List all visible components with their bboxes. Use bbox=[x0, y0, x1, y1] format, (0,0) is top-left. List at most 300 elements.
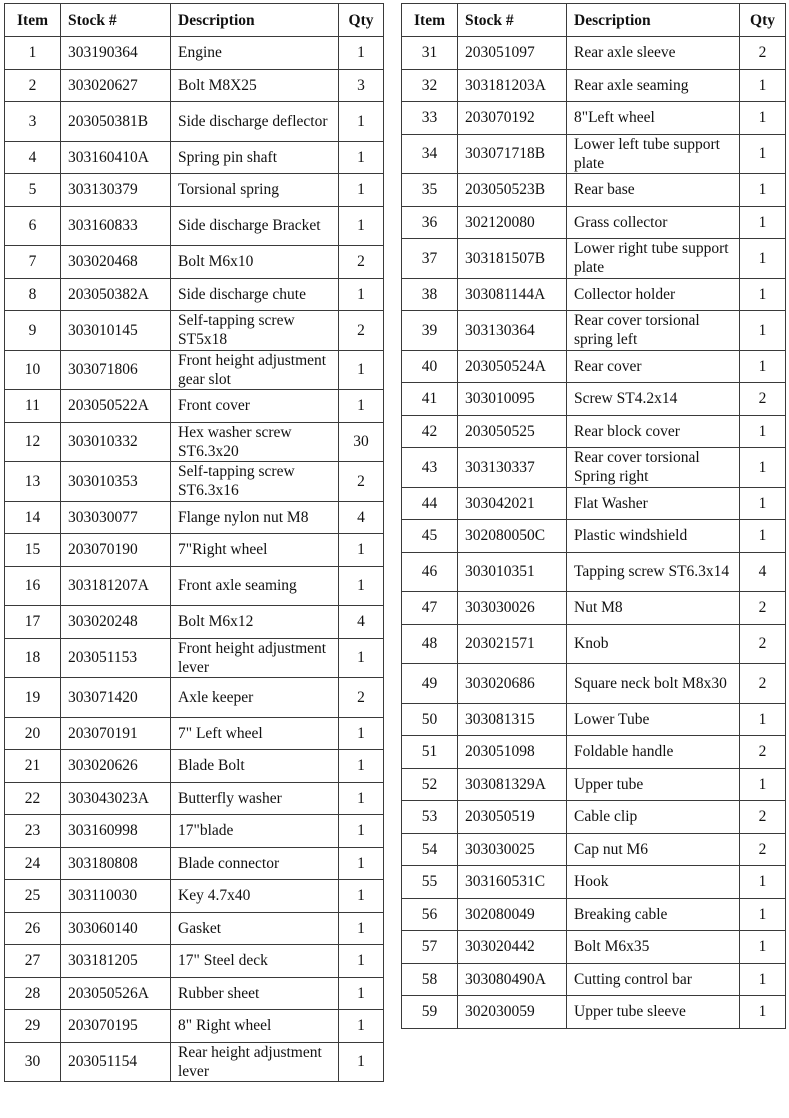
cell-stock: 303130337 bbox=[458, 448, 567, 488]
table-row bbox=[5, 847, 384, 880]
parts-table-right bbox=[401, 3, 786, 1029]
cell-item: 11 bbox=[5, 390, 61, 423]
cell-item: 27 bbox=[5, 945, 61, 978]
cell-qty: 1 bbox=[339, 174, 384, 207]
cell-item: 6 bbox=[5, 206, 61, 246]
cell-item: 51 bbox=[402, 736, 458, 769]
cell-qty: 4 bbox=[339, 501, 384, 534]
cell-description: Hook bbox=[567, 866, 740, 899]
cell-item: 39 bbox=[402, 311, 458, 351]
cell-stock: 303160998 bbox=[61, 815, 171, 848]
cell-stock: 203050382A bbox=[61, 278, 171, 311]
cell-stock: 203070190 bbox=[61, 534, 171, 567]
cell-stock: 303030025 bbox=[458, 833, 567, 866]
cell-item: 54 bbox=[402, 833, 458, 866]
cell-item: 17 bbox=[5, 606, 61, 639]
cell-stock: 303181203A bbox=[458, 69, 567, 102]
table-row bbox=[402, 37, 786, 70]
cell-item: 20 bbox=[5, 717, 61, 750]
table-row bbox=[5, 534, 384, 567]
cell-description: Engine bbox=[171, 37, 339, 70]
cell-stock: 302080050C bbox=[458, 520, 567, 553]
cell-stock: 203070195 bbox=[61, 1010, 171, 1043]
cell-item: 21 bbox=[5, 750, 61, 783]
cell-description: Front height adjustment lever bbox=[171, 638, 339, 678]
cell-description: 17" Steel deck bbox=[171, 945, 339, 978]
cell-item: 38 bbox=[402, 278, 458, 311]
cell-qty: 1 bbox=[339, 815, 384, 848]
table-row bbox=[5, 390, 384, 423]
cell-qty: 1 bbox=[339, 717, 384, 750]
table-row bbox=[402, 278, 786, 311]
cell-stock: 303020626 bbox=[61, 750, 171, 783]
cell-qty: 1 bbox=[740, 768, 786, 801]
cell-stock: 303181207A bbox=[61, 566, 171, 606]
cell-stock: 303071420 bbox=[61, 678, 171, 718]
cell-stock: 203050524A bbox=[458, 350, 567, 383]
cell-stock: 303020442 bbox=[458, 931, 567, 964]
table-row bbox=[5, 462, 384, 502]
cell-description: Side discharge deflector bbox=[171, 102, 339, 142]
cell-description: Upper tube sleeve bbox=[567, 996, 740, 1029]
cell-item: 24 bbox=[5, 847, 61, 880]
cell-description: Side discharge chute bbox=[171, 278, 339, 311]
cell-stock: 303160531C bbox=[458, 866, 567, 899]
table-row bbox=[402, 931, 786, 964]
cell-item: 28 bbox=[5, 977, 61, 1010]
cell-stock: 303020686 bbox=[458, 664, 567, 704]
cell-qty: 2 bbox=[740, 736, 786, 769]
cell-stock: 203070191 bbox=[61, 717, 171, 750]
table-row bbox=[402, 898, 786, 931]
cell-qty: 2 bbox=[740, 664, 786, 704]
cell-item: 44 bbox=[402, 487, 458, 520]
table-row bbox=[5, 69, 384, 102]
cell-description: Rear cover torsional Spring right bbox=[567, 448, 740, 488]
cell-qty: 1 bbox=[740, 415, 786, 448]
cell-item: 15 bbox=[5, 534, 61, 567]
cell-stock: 203021571 bbox=[458, 624, 567, 664]
table-row bbox=[5, 1010, 384, 1043]
cell-description: Rear base bbox=[567, 174, 740, 207]
table-row bbox=[402, 833, 786, 866]
cell-stock: 303020468 bbox=[61, 246, 171, 279]
cell-item: 37 bbox=[402, 239, 458, 279]
header-stock: Stock # bbox=[61, 4, 171, 37]
cell-stock: 303030077 bbox=[61, 501, 171, 534]
cell-item: 48 bbox=[402, 624, 458, 664]
cell-description: Knob bbox=[567, 624, 740, 664]
table-row bbox=[402, 664, 786, 704]
cell-qty: 1 bbox=[339, 206, 384, 246]
cell-stock: 203050519 bbox=[458, 801, 567, 834]
cell-item: 46 bbox=[402, 552, 458, 592]
header-stock: Stock # bbox=[458, 4, 567, 37]
cell-item: 31 bbox=[402, 37, 458, 70]
cell-item: 23 bbox=[5, 815, 61, 848]
table-row bbox=[5, 102, 384, 142]
header-row bbox=[402, 4, 786, 37]
table-row bbox=[402, 624, 786, 664]
cell-qty: 2 bbox=[740, 801, 786, 834]
table-row bbox=[402, 415, 786, 448]
cell-qty: 1 bbox=[740, 963, 786, 996]
cell-stock: 303010145 bbox=[61, 311, 171, 351]
cell-qty: 2 bbox=[740, 833, 786, 866]
cell-qty: 1 bbox=[339, 638, 384, 678]
cell-qty: 2 bbox=[339, 462, 384, 502]
cell-description: Bolt M6x12 bbox=[171, 606, 339, 639]
cell-item: 7 bbox=[5, 246, 61, 279]
cell-stock: 303042021 bbox=[458, 487, 567, 520]
cell-qty: 1 bbox=[740, 102, 786, 135]
cell-stock: 303190364 bbox=[61, 37, 171, 70]
table-row bbox=[5, 750, 384, 783]
cell-stock: 303010332 bbox=[61, 422, 171, 462]
cell-stock: 203050523B bbox=[458, 174, 567, 207]
cell-qty: 1 bbox=[339, 566, 384, 606]
table-row bbox=[402, 768, 786, 801]
cell-qty: 1 bbox=[339, 945, 384, 978]
cell-description: Self-tapping screw ST6.3x16 bbox=[171, 462, 339, 502]
cell-stock: 303071806 bbox=[61, 350, 171, 390]
table-row bbox=[402, 311, 786, 351]
parts-table-left bbox=[4, 3, 384, 1082]
table-row bbox=[5, 638, 384, 678]
cell-description: Cable clip bbox=[567, 801, 740, 834]
cell-stock: 303160833 bbox=[61, 206, 171, 246]
cell-description: Self-tapping screw ST5x18 bbox=[171, 311, 339, 351]
cell-qty: 1 bbox=[740, 703, 786, 736]
cell-item: 10 bbox=[5, 350, 61, 390]
table-row bbox=[402, 487, 786, 520]
cell-description: Front axle seaming bbox=[171, 566, 339, 606]
cell-item: 19 bbox=[5, 678, 61, 718]
cell-qty: 1 bbox=[339, 880, 384, 913]
cell-qty: 2 bbox=[740, 383, 786, 416]
table-row bbox=[402, 866, 786, 899]
cell-description: Gasket bbox=[171, 912, 339, 945]
cell-description: Plastic windshield bbox=[567, 520, 740, 553]
cell-qty: 30 bbox=[339, 422, 384, 462]
cell-qty: 1 bbox=[339, 912, 384, 945]
cell-description: Front cover bbox=[171, 390, 339, 423]
table-row bbox=[5, 246, 384, 279]
cell-item: 42 bbox=[402, 415, 458, 448]
cell-description: 7" Left wheel bbox=[171, 717, 339, 750]
cell-stock: 303060140 bbox=[61, 912, 171, 945]
cell-qty: 4 bbox=[740, 552, 786, 592]
cell-qty: 1 bbox=[339, 278, 384, 311]
table-row bbox=[5, 350, 384, 390]
cell-item: 26 bbox=[5, 912, 61, 945]
cell-stock: 203051154 bbox=[61, 1042, 171, 1082]
cell-qty: 1 bbox=[740, 69, 786, 102]
cell-stock: 303081144A bbox=[458, 278, 567, 311]
cell-description: Spring pin shaft bbox=[171, 141, 339, 174]
cell-qty: 1 bbox=[740, 174, 786, 207]
cell-item: 12 bbox=[5, 422, 61, 462]
header-row bbox=[5, 4, 384, 37]
table-row bbox=[5, 1042, 384, 1082]
table-row bbox=[5, 977, 384, 1010]
cell-description: 7"Right wheel bbox=[171, 534, 339, 567]
cell-stock: 303020248 bbox=[61, 606, 171, 639]
cell-item: 32 bbox=[402, 69, 458, 102]
cell-description: Torsional spring bbox=[171, 174, 339, 207]
table-row bbox=[5, 945, 384, 978]
cell-qty: 1 bbox=[339, 534, 384, 567]
table-row bbox=[402, 963, 786, 996]
cell-qty: 1 bbox=[339, 141, 384, 174]
table-row bbox=[5, 141, 384, 174]
cell-stock: 303130364 bbox=[458, 311, 567, 351]
cell-stock: 303030026 bbox=[458, 592, 567, 625]
cell-description: Axle keeper bbox=[171, 678, 339, 718]
cell-stock: 203050381B bbox=[61, 102, 171, 142]
cell-description: Lower Tube bbox=[567, 703, 740, 736]
cell-stock: 303043023A bbox=[61, 782, 171, 815]
header-item: Item bbox=[5, 4, 61, 37]
header-description: Description bbox=[171, 4, 339, 37]
table-row bbox=[402, 239, 786, 279]
cell-description: Rear height adjustment lever bbox=[171, 1042, 339, 1082]
header-description: Description bbox=[567, 4, 740, 37]
cell-stock: 303160410A bbox=[61, 141, 171, 174]
cell-stock: 303081329A bbox=[458, 768, 567, 801]
cell-stock: 303010353 bbox=[61, 462, 171, 502]
cell-description: Key 4.7x40 bbox=[171, 880, 339, 913]
table-row bbox=[402, 996, 786, 1029]
table-row bbox=[5, 174, 384, 207]
cell-description: Front height adjustment gear slot bbox=[171, 350, 339, 390]
table-row bbox=[402, 383, 786, 416]
cell-item: 25 bbox=[5, 880, 61, 913]
cell-item: 59 bbox=[402, 996, 458, 1029]
cell-qty: 1 bbox=[740, 278, 786, 311]
cell-qty: 4 bbox=[339, 606, 384, 639]
cell-item: 30 bbox=[5, 1042, 61, 1082]
cell-qty: 1 bbox=[740, 311, 786, 351]
cell-qty: 2 bbox=[339, 678, 384, 718]
cell-item: 4 bbox=[5, 141, 61, 174]
cell-qty: 1 bbox=[740, 206, 786, 239]
table-row bbox=[402, 592, 786, 625]
table-row bbox=[402, 552, 786, 592]
cell-qty: 1 bbox=[740, 448, 786, 488]
cell-stock: 303010095 bbox=[458, 383, 567, 416]
table-row bbox=[5, 501, 384, 534]
table-row bbox=[5, 422, 384, 462]
table-row bbox=[402, 448, 786, 488]
cell-description: 8" Right wheel bbox=[171, 1010, 339, 1043]
cell-item: 55 bbox=[402, 866, 458, 899]
cell-item: 2 bbox=[5, 69, 61, 102]
table-row bbox=[5, 912, 384, 945]
table-row bbox=[402, 520, 786, 553]
cell-qty: 1 bbox=[339, 390, 384, 423]
table-row bbox=[5, 566, 384, 606]
cell-description: Butterfly washer bbox=[171, 782, 339, 815]
table-row bbox=[5, 678, 384, 718]
table-row bbox=[402, 206, 786, 239]
cell-qty: 1 bbox=[339, 750, 384, 783]
cell-qty: 1 bbox=[339, 37, 384, 70]
table-row bbox=[402, 174, 786, 207]
cell-stock: 303010351 bbox=[458, 552, 567, 592]
cell-item: 49 bbox=[402, 664, 458, 704]
cell-description: Rubber sheet bbox=[171, 977, 339, 1010]
cell-qty: 2 bbox=[740, 37, 786, 70]
cell-description: Upper tube bbox=[567, 768, 740, 801]
cell-qty: 3 bbox=[339, 69, 384, 102]
cell-description: Bolt M8X25 bbox=[171, 69, 339, 102]
header-qty: Qty bbox=[339, 4, 384, 37]
cell-item: 45 bbox=[402, 520, 458, 553]
cell-item: 5 bbox=[5, 174, 61, 207]
table-row bbox=[5, 880, 384, 913]
cell-description: Lower right tube support plate bbox=[567, 239, 740, 279]
cell-item: 1 bbox=[5, 37, 61, 70]
cell-qty: 2 bbox=[740, 624, 786, 664]
cell-item: 57 bbox=[402, 931, 458, 964]
cell-item: 52 bbox=[402, 768, 458, 801]
cell-description: Square neck bolt M8x30 bbox=[567, 664, 740, 704]
table-row bbox=[402, 703, 786, 736]
cell-stock: 203051097 bbox=[458, 37, 567, 70]
cell-qty: 1 bbox=[339, 1042, 384, 1082]
cell-qty: 1 bbox=[339, 102, 384, 142]
cell-item: 35 bbox=[402, 174, 458, 207]
cell-item: 53 bbox=[402, 801, 458, 834]
cell-qty: 1 bbox=[740, 996, 786, 1029]
cell-stock: 303110030 bbox=[61, 880, 171, 913]
cell-stock: 203050526A bbox=[61, 977, 171, 1010]
cell-item: 8 bbox=[5, 278, 61, 311]
cell-stock: 302030059 bbox=[458, 996, 567, 1029]
cell-qty: 1 bbox=[740, 520, 786, 553]
cell-description: Lower left tube support plate bbox=[567, 134, 740, 174]
cell-stock: 203050525 bbox=[458, 415, 567, 448]
cell-description: Bolt M6x35 bbox=[567, 931, 740, 964]
cell-qty: 1 bbox=[339, 350, 384, 390]
header-item: Item bbox=[402, 4, 458, 37]
cell-qty: 1 bbox=[740, 487, 786, 520]
cell-item: 13 bbox=[5, 462, 61, 502]
table-row bbox=[5, 606, 384, 639]
cell-description: Bolt M6x10 bbox=[171, 246, 339, 279]
cell-item: 33 bbox=[402, 102, 458, 135]
table-row bbox=[5, 37, 384, 70]
cell-description: Screw ST4.2x14 bbox=[567, 383, 740, 416]
cell-description: Cap nut M6 bbox=[567, 833, 740, 866]
cell-item: 14 bbox=[5, 501, 61, 534]
cell-item: 18 bbox=[5, 638, 61, 678]
cell-description: Flange nylon nut M8 bbox=[171, 501, 339, 534]
table-row bbox=[5, 206, 384, 246]
table-row bbox=[402, 134, 786, 174]
cell-description: Rear block cover bbox=[567, 415, 740, 448]
cell-qty: 1 bbox=[740, 350, 786, 383]
cell-stock: 203050522A bbox=[61, 390, 171, 423]
table-row bbox=[5, 717, 384, 750]
cell-qty: 1 bbox=[740, 898, 786, 931]
table-row bbox=[402, 736, 786, 769]
cell-stock: 303020627 bbox=[61, 69, 171, 102]
table-row bbox=[5, 782, 384, 815]
cell-qty: 2 bbox=[339, 246, 384, 279]
cell-item: 34 bbox=[402, 134, 458, 174]
cell-description: Grass collector bbox=[567, 206, 740, 239]
cell-item: 29 bbox=[5, 1010, 61, 1043]
cell-qty: 1 bbox=[339, 977, 384, 1010]
table-row bbox=[5, 815, 384, 848]
cell-item: 41 bbox=[402, 383, 458, 416]
cell-stock: 303071718B bbox=[458, 134, 567, 174]
cell-stock: 303081315 bbox=[458, 703, 567, 736]
cell-qty: 1 bbox=[339, 847, 384, 880]
cell-item: 9 bbox=[5, 311, 61, 351]
cell-description: Rear axle seaming bbox=[567, 69, 740, 102]
cell-description: Hex washer screw ST6.3x20 bbox=[171, 422, 339, 462]
cell-description: Side discharge Bracket bbox=[171, 206, 339, 246]
cell-item: 22 bbox=[5, 782, 61, 815]
cell-item: 58 bbox=[402, 963, 458, 996]
table-row bbox=[5, 278, 384, 311]
table-row bbox=[402, 69, 786, 102]
cell-stock: 303181205 bbox=[61, 945, 171, 978]
cell-stock: 303181507B bbox=[458, 239, 567, 279]
cell-stock: 302120080 bbox=[458, 206, 567, 239]
cell-stock: 303130379 bbox=[61, 174, 171, 207]
cell-description: Blade Bolt bbox=[171, 750, 339, 783]
table-row bbox=[402, 801, 786, 834]
cell-stock: 203051098 bbox=[458, 736, 567, 769]
cell-item: 43 bbox=[402, 448, 458, 488]
cell-item: 50 bbox=[402, 703, 458, 736]
cell-qty: 1 bbox=[740, 239, 786, 279]
cell-item: 56 bbox=[402, 898, 458, 931]
cell-qty: 2 bbox=[339, 311, 384, 351]
cell-description: Rear cover torsional spring left bbox=[567, 311, 740, 351]
cell-qty: 1 bbox=[339, 782, 384, 815]
header-qty: Qty bbox=[740, 4, 786, 37]
cell-description: Blade connector bbox=[171, 847, 339, 880]
cell-description: Rear axle sleeve bbox=[567, 37, 740, 70]
cell-description: Collector holder bbox=[567, 278, 740, 311]
cell-description: Tapping screw ST6.3x14 bbox=[567, 552, 740, 592]
cell-item: 36 bbox=[402, 206, 458, 239]
cell-description: Flat Washer bbox=[567, 487, 740, 520]
cell-stock: 303180808 bbox=[61, 847, 171, 880]
cell-stock: 302080049 bbox=[458, 898, 567, 931]
cell-item: 16 bbox=[5, 566, 61, 606]
cell-description: Cutting control bar bbox=[567, 963, 740, 996]
cell-qty: 1 bbox=[740, 866, 786, 899]
table-row bbox=[402, 102, 786, 135]
cell-description: Rear cover bbox=[567, 350, 740, 383]
cell-stock: 203070192 bbox=[458, 102, 567, 135]
cell-item: 47 bbox=[402, 592, 458, 625]
cell-qty: 2 bbox=[740, 592, 786, 625]
cell-description: 8"Left wheel bbox=[567, 102, 740, 135]
cell-stock: 203051153 bbox=[61, 638, 171, 678]
cell-description: Nut M8 bbox=[567, 592, 740, 625]
cell-description: Breaking cable bbox=[567, 898, 740, 931]
cell-item: 3 bbox=[5, 102, 61, 142]
cell-qty: 1 bbox=[740, 931, 786, 964]
cell-description: Foldable handle bbox=[567, 736, 740, 769]
